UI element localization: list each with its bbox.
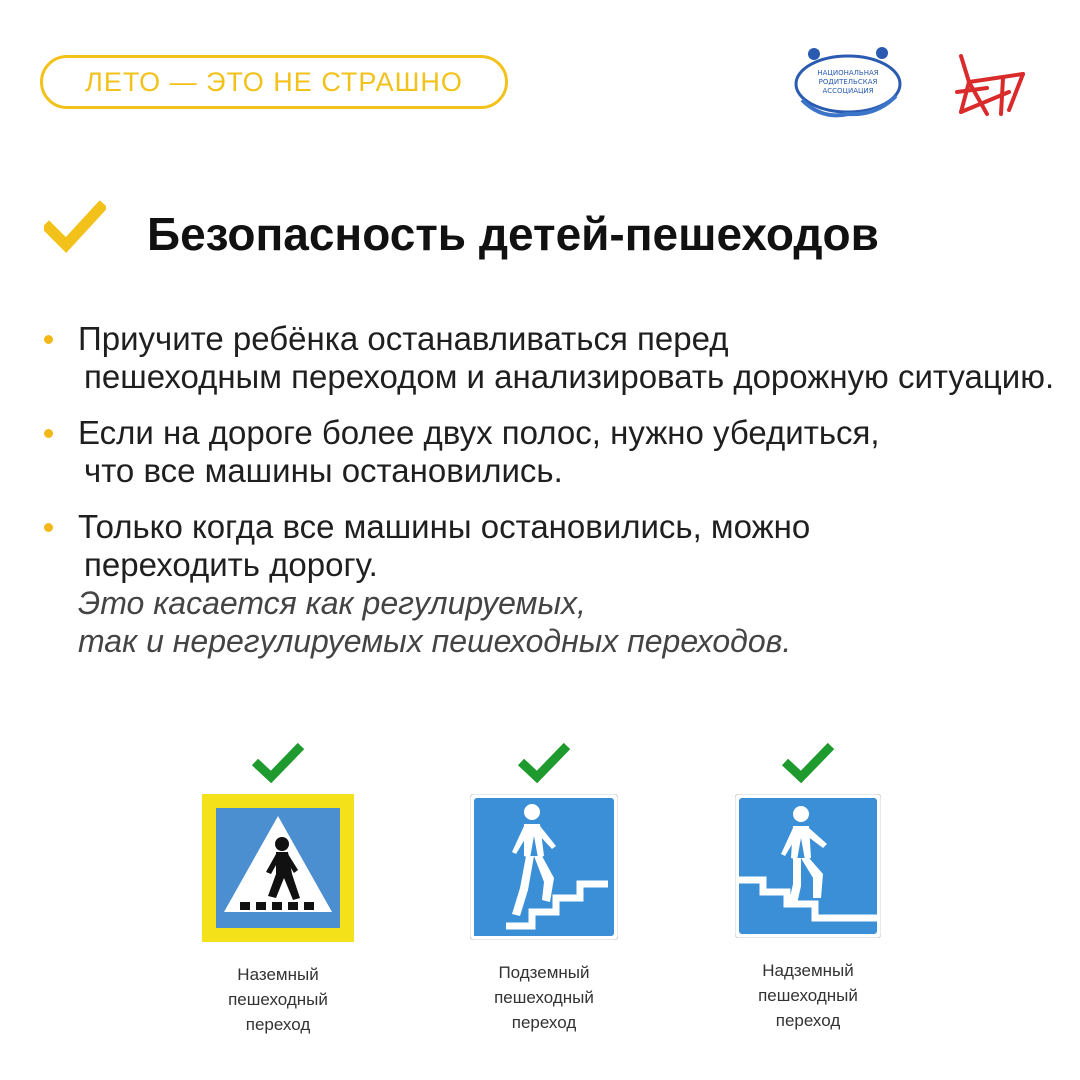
- list-item: [44, 508, 1064, 660]
- sign-card: [434, 740, 654, 1035]
- bullet-dot: [44, 335, 53, 344]
- caption-line: Подземный: [498, 963, 590, 982]
- caption-line: пешеходный: [758, 986, 858, 1005]
- sign-caption: [698, 958, 918, 1033]
- note-line-2: так и нерегулируемых пешеходных переходов.: [78, 623, 792, 659]
- green-check-icon: [516, 740, 572, 786]
- overhead-crossing-sign-icon: [735, 794, 881, 938]
- caption-line: Надземный: [762, 961, 854, 980]
- list-item: [44, 414, 1064, 490]
- svg-text:РОДИТЕЛЬСКАЯ: РОДИТЕЛЬСКАЯ: [818, 78, 878, 86]
- series-label: ЛЕТО — ЭТО НЕ СТРАШНО: [85, 66, 463, 97]
- bullet-dot: [44, 523, 53, 532]
- caption-line: переход: [775, 1011, 841, 1030]
- caption-line: Наземный: [237, 965, 319, 984]
- green-check-icon: [250, 740, 306, 786]
- caption-line: переход: [245, 1015, 311, 1034]
- tip-text-rest: пешеходным переходом и анализировать дорожную ситуацию.: [84, 358, 1055, 395]
- svg-text:АССОЦИАЦИЯ: АССОЦИАЦИЯ: [822, 87, 874, 95]
- caption-line: переход: [511, 1013, 577, 1032]
- note-line-1: Это касается как регулируемых,: [78, 585, 586, 621]
- caption-line: пешеходный: [228, 990, 328, 1009]
- tip-text-first: Приучите ребёнка останавливаться перед: [78, 320, 729, 357]
- tip-text-first: Если на дороге более двух полос, нужно убедиться,: [78, 414, 880, 451]
- page-title: Безопасность детей-пешеходов: [147, 208, 879, 260]
- tip-text-first: Только когда все машины остановились, можно: [78, 508, 811, 545]
- note-text: [78, 584, 1064, 660]
- svg-text:НАЦИОНАЛЬНАЯ: НАЦИОНАЛЬНАЯ: [817, 69, 879, 77]
- tips-list: [44, 320, 1064, 678]
- sign-caption: [168, 962, 388, 1037]
- underground-crossing-sign-icon: [470, 794, 618, 940]
- series-badge: [40, 55, 508, 109]
- parents-association-logo: [792, 44, 904, 120]
- tip-text-rest: что все машины остановились.: [84, 452, 563, 489]
- crosswalk-sign-icon: [202, 794, 354, 942]
- list-item: [44, 320, 1064, 396]
- chair-logo: [953, 52, 1033, 118]
- sign-card: [168, 740, 388, 1037]
- tip-text-rest: переходить дорогу.: [84, 546, 378, 583]
- green-check-icon: [780, 740, 836, 786]
- sign-caption: [434, 960, 654, 1035]
- check-icon: [44, 198, 106, 256]
- caption-line: пешеходный: [494, 988, 594, 1007]
- sign-card: [698, 740, 918, 1033]
- bullet-dot: [44, 429, 53, 438]
